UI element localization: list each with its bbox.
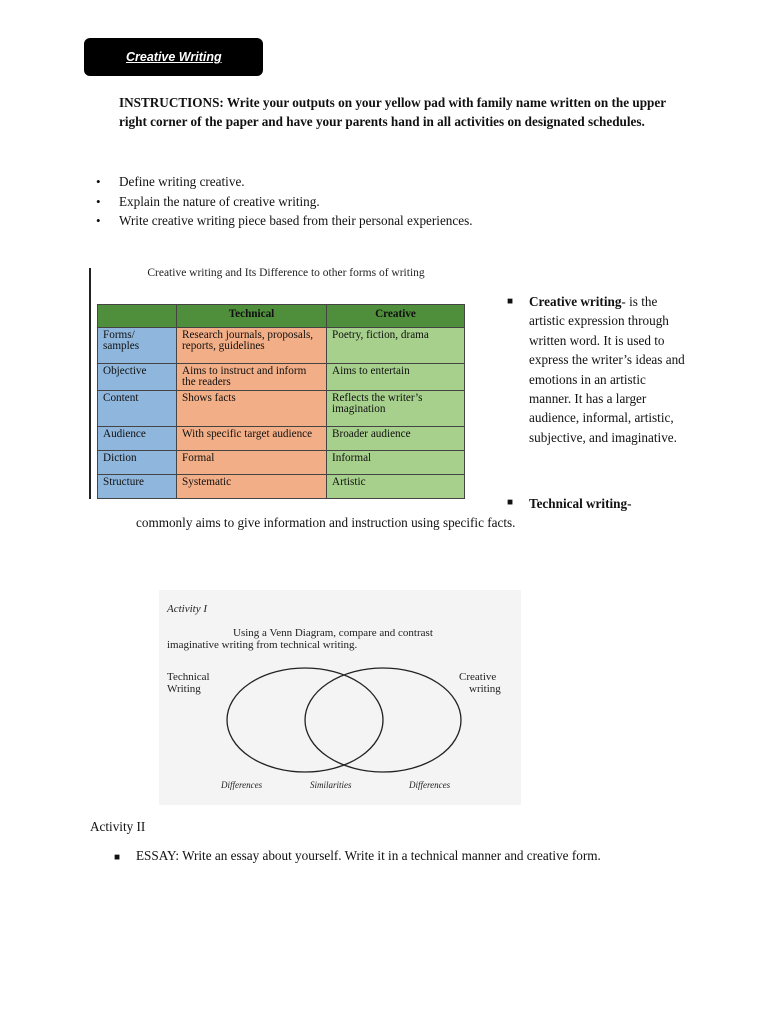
table-cell: With specific target audience [177, 427, 327, 451]
venn-diagram [159, 590, 521, 805]
objective-item: • Define writing creative. [94, 172, 694, 192]
comparison-table-figure [89, 266, 467, 498]
table-row-header: Forms/ samples [98, 328, 177, 364]
creative-writing-definition [529, 292, 689, 447]
table-cell: Aims to instruct and inform the readers [177, 364, 327, 391]
technical-writing-heading [529, 494, 631, 513]
table-cell: Reflects the writer’s imagination [327, 391, 465, 427]
table-row [98, 364, 465, 391]
venn-left-label-line1: Technical [167, 671, 210, 683]
venn-bottom-right-label: Differences [409, 780, 451, 790]
table-cell: Systematic [177, 475, 327, 499]
table-row-header: Content [98, 391, 177, 427]
table-header-cell: Creative [327, 305, 465, 328]
activity1-title: Activity I [167, 603, 208, 615]
venn-left-label-line2: Writing [167, 683, 201, 695]
document-title: Creative Writing [126, 50, 222, 64]
creative-writing-term: Creative writing [529, 294, 622, 309]
technical-writing-dash: - [627, 496, 632, 511]
table-header-cell: Technical [177, 305, 327, 328]
square-bullet-icon: ■ [507, 296, 514, 307]
square-bullet-icon: ■ [114, 852, 121, 863]
table-cell: Poetry, fiction, drama [327, 328, 465, 364]
table-cell: Research journals, proposals, reports, guidelines [177, 328, 327, 364]
table-row [98, 391, 465, 427]
table-caption: Creative writing and Its Difference to other forms of writing [147, 267, 425, 279]
table-row [98, 451, 465, 475]
venn-right-label-line1: Creative [459, 671, 497, 683]
table-row-header: Structure [98, 475, 177, 499]
table-row [98, 427, 465, 451]
technical-writing-text: commonly aims to give information and instruction using specific facts. [136, 515, 516, 530]
table-row [98, 475, 465, 499]
table-cell: Informal [327, 451, 465, 475]
header-label [84, 38, 263, 76]
table-cell: Formal [177, 451, 327, 475]
essay-instruction: ESSAY: Write an essay about yourself. Write it in a technical manner and creative form. [136, 848, 601, 863]
technical-writing-term: Technical writing [529, 496, 628, 511]
table-cell: Broader audience [327, 427, 465, 451]
creative-writing-text: - is the artistic expression through written word. It is used to express the writer’s ideas and emotions in an artistic manner. It has a larger audience, informal, artistic, subjective, and imaginative. [529, 294, 685, 445]
venn-bottom-middle-label: Similarities [310, 780, 352, 790]
table-row [98, 328, 465, 364]
table-cell: Artistic [327, 475, 465, 499]
objective-item: • Explain the nature of creative writing. [94, 192, 694, 212]
table-header-row [98, 305, 465, 328]
square-bullet-icon: ■ [507, 497, 514, 508]
table-row-header: Diction [98, 451, 177, 475]
objectives-list [94, 172, 694, 231]
venn-diagram-figure [159, 590, 521, 805]
figure-border-line [89, 268, 91, 499]
table-row-header: Objective [98, 364, 177, 391]
instructions-paragraph: INSTRUCTIONS: Write your outputs on your yellow pad with family name written on the upper right corner of the paper and have your parents hand in all activities on designated schedules. [119, 95, 666, 129]
objective-item: • Write creative writing piece based from their personal experiences. [94, 211, 694, 231]
venn-bottom-left-label: Differences [221, 780, 263, 790]
venn-right-label-line2: writing [469, 683, 501, 695]
table-row-header: Audience [98, 427, 177, 451]
table-header-cell [98, 305, 177, 328]
activity1-prompt-line1: Using a Venn Diagram, compare and contrast [233, 627, 433, 639]
activity1-prompt-line2: imaginative writing from technical writing. [167, 639, 358, 651]
table-cell: Shows facts [177, 391, 327, 427]
comparison-table [97, 304, 465, 499]
activity2-title: Activity II [90, 819, 146, 834]
table-cell: Aims to entertain [327, 364, 465, 391]
